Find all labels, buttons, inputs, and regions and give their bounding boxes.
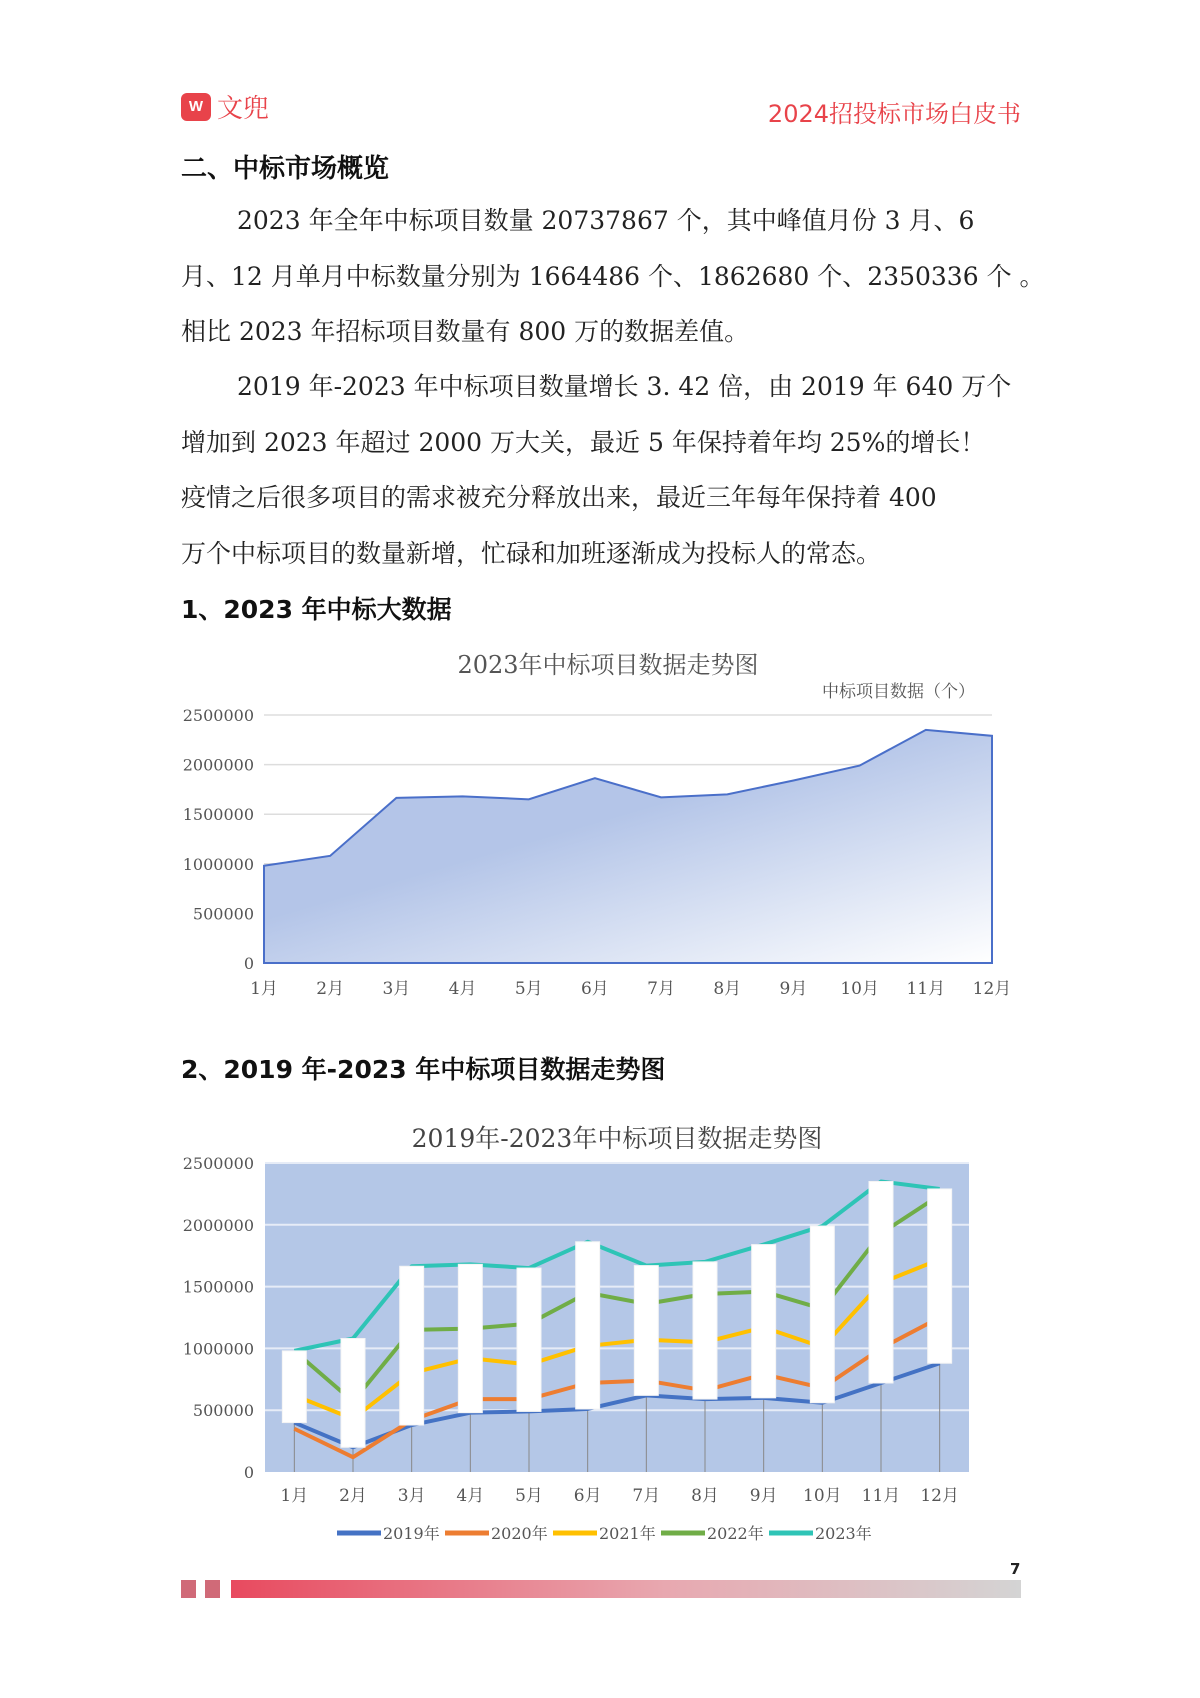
footer-bar: [231, 1580, 1021, 1598]
up-down-bar: [282, 1351, 306, 1423]
paragraph-2: [181, 359, 1021, 581]
x-tick-label: 3月: [397, 1486, 426, 1506]
x-tick-label: 7月: [632, 1486, 661, 1506]
paragraph-1: [181, 193, 1045, 360]
chart-title: 2019年-2023年中标项目数据走势图: [411, 1124, 823, 1153]
logo-text: 文兜: [217, 94, 270, 124]
x-tick-label: 11月: [906, 979, 946, 999]
paragraph-line: 2023 年全年中标项目数量 20737867 个，其中峰值月份 3 月、6: [237, 206, 975, 235]
page-number: 7: [1010, 1560, 1021, 1578]
up-down-bar: [634, 1266, 658, 1396]
y-tick-label: 500000: [192, 904, 254, 924]
logo-mark-icon: W: [181, 93, 211, 121]
x-tick-label: 8月: [691, 1486, 719, 1506]
brand-logo: [181, 88, 269, 125]
y-tick-label: 500000: [192, 1401, 254, 1421]
legend-label: 2020年: [491, 1524, 548, 1543]
y-tick-label: 1000000: [182, 1339, 254, 1359]
x-tick-label: 2月: [316, 979, 345, 999]
y-tick-label: 1500000: [182, 1277, 254, 1297]
paragraph-line: 增加到 2023 年超过 2000 万大关，最近 5 年保持着年均 25%的增长！: [181, 427, 986, 457]
y-tick-label: 2000000: [182, 755, 254, 775]
x-tick-label: 5月: [515, 1486, 543, 1506]
x-tick-label: 6月: [573, 1486, 602, 1506]
paragraph-line: 月、12 月单月中标数量分别为 1664486 个、1862680 个、2350336 个 。: [181, 261, 1045, 291]
x-tick-label: 11月: [861, 1486, 901, 1506]
x-tick-label: 9月: [749, 1486, 778, 1506]
legend-label: 2023年: [815, 1524, 872, 1543]
paragraph-line: 万个中标项目的数量新增，忙碌和加班逐渐成为投标人的常态。: [181, 538, 882, 568]
legend-label: 2021年: [599, 1524, 656, 1543]
up-down-bar: [400, 1266, 424, 1425]
up-down-bar: [458, 1264, 482, 1412]
y-tick-label: 1000000: [182, 854, 254, 874]
x-tick-label: 7月: [647, 979, 676, 999]
up-down-bar: [576, 1242, 600, 1409]
legend-label: 2022年: [707, 1524, 764, 1543]
paragraph-line: 2019 年-2023 年中标项目数量增长 3. 42 倍，由 2019 年 640 万个: [237, 372, 1012, 401]
document-title: 2024招投标市场白皮书: [767, 100, 1021, 128]
up-down-bar: [341, 1339, 365, 1448]
legend-label: 中标项目数据（个）: [822, 682, 975, 702]
x-tick-label: 12月: [920, 1486, 959, 1506]
footer-square: [181, 1580, 196, 1598]
line-chart-2019-2023: [0, 1105, 1200, 1555]
up-down-bar: [693, 1262, 717, 1399]
up-down-bar: [869, 1181, 893, 1383]
subsection-title-1: 1、2023 年中标大数据: [181, 595, 452, 624]
paragraph-line: 相比 2023 年招标项目数量有 800 万的数据差值。: [181, 317, 750, 346]
up-down-bar: [517, 1268, 541, 1411]
x-tick-label: 10月: [840, 979, 879, 999]
up-down-bar: [928, 1189, 952, 1363]
legend-label: 2019年: [383, 1524, 440, 1543]
x-tick-label: 6月: [580, 979, 609, 999]
x-tick-label: 1月: [280, 1486, 309, 1506]
footer-square: [205, 1580, 220, 1598]
y-tick-label: 0: [243, 1463, 254, 1482]
x-tick-label: 5月: [514, 979, 543, 999]
area-chart-2023: [0, 630, 1200, 1010]
x-tick-label: 12月: [972, 979, 1012, 999]
x-tick-label: 4月: [448, 979, 477, 999]
x-tick-label: 2月: [339, 1486, 367, 1506]
section-title: 二、中标市场概览: [181, 154, 390, 184]
up-down-bar: [752, 1245, 776, 1398]
x-tick-label: 8月: [713, 979, 742, 999]
x-tick-label: 10月: [803, 1486, 842, 1506]
x-tick-label: 4月: [456, 1486, 485, 1506]
chart-title: 2023年中标项目数据走势图: [457, 651, 759, 679]
y-tick-label: 2000000: [182, 1215, 254, 1235]
y-tick-label: 0: [243, 954, 254, 973]
x-tick-label: 1月: [250, 979, 278, 999]
up-down-bar: [810, 1226, 834, 1403]
x-tick-label: 3月: [382, 979, 411, 999]
y-tick-label: 2500000: [182, 706, 254, 725]
x-tick-label: 9月: [779, 979, 808, 999]
y-tick-label: 1500000: [182, 805, 254, 825]
paragraph-line: 疫情之后很多项目的需求被充分释放出来，最近三年每年保持着 400: [181, 483, 937, 512]
subsection-title-2: 2、2019 年-2023 年中标项目数据走势图: [181, 1055, 666, 1084]
y-tick-label: 2500000: [182, 1154, 254, 1173]
